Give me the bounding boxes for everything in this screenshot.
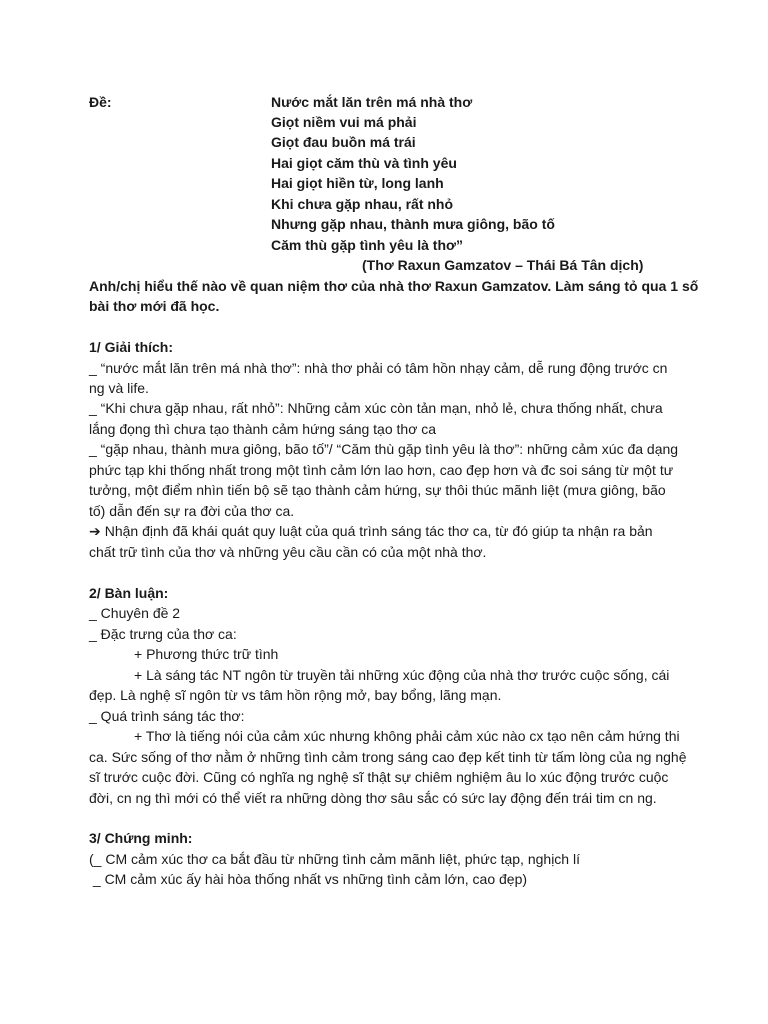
question-line: Anh/chị hiểu thế nào về quan niệm thơ của nhà thơ Raxun Gamzatov. Làm sáng tỏ qua 1 số [89, 278, 699, 294]
section-heading: 1/ Giải thích: [89, 339, 174, 355]
body-line: + Phương thức trữ tình [134, 646, 279, 662]
poem-line: Giọt đau buồn má trái [271, 134, 416, 150]
body-line: _ Đặc trưng của thơ ca: [89, 626, 237, 642]
body-line: tố) dẫn đến sự ra đời của thơ ca. [89, 503, 295, 519]
question-line: bài thơ mới đã học. [89, 298, 220, 314]
body-line: _ “nước mắt lăn trên má nhà thơ”: nhà thơ phải có tâm hồn nhạy cảm, dễ rung động trước cn [89, 360, 668, 376]
body-line: đẹp. Là nghệ sĩ ngôn từ vs tâm hồn rộng mở, bay bổng, lãng mạn. [89, 687, 502, 703]
prompt-label: Đề: [89, 94, 112, 110]
poem-line: Hai giọt căm thù và tình yêu [271, 155, 457, 171]
body-line: đời, cn ng thì mới có thể viết ra những dòng thơ sâu sắc có sức lay động đến trái tim cn ng. [89, 790, 657, 806]
conclusion-text: Nhận định đã khái quát quy luật của quá trình sáng tác thơ ca, từ đó giúp ta nhận ra bản [104, 523, 653, 539]
poem-line: Khi chưa gặp nhau, rất nhỏ [271, 196, 454, 212]
body-line: (_ CM cảm xúc thơ ca bắt đầu từ những tình cảm mãnh liệt, phức tạp, nghịch lí [89, 851, 580, 867]
body-line: _ Quá trình sáng tác thơ: [89, 708, 245, 724]
conclusion-line [89, 521, 653, 541]
body-line: _ “Khi chưa gặp nhau, rất nhỏ”: Những cảm xúc còn tản mạn, nhỏ lẻ, chưa thống nhất, chưa [89, 400, 663, 416]
body-line: chất trữ tình của thơ và những yêu cầu cần có của một nhà thơ. [89, 544, 487, 560]
poem-line: Giọt niềm vui má phải [271, 114, 417, 130]
body-line: ca. Sức sống of thơ nằm ở những tình cảm trong sáng cao đẹp kết tinh từ tấm lòng của ng nghệ [89, 749, 687, 765]
body-line: sĩ trước cuộc đời. Cũng có nghĩa ng nghệ sĩ thật sự chiêm nghiệm âu lo xúc động trước cuộc [89, 769, 669, 785]
body-line: + Là sáng tác NT ngôn từ truyền tải những xúc động của nhà thơ trước cuộc sống, cái [134, 667, 670, 683]
poem-attribution: (Thơ Raxun Gamzatov – Thái Bá Tân dịch) [362, 257, 644, 273]
body-line: _ Chuyên đề 2 [89, 605, 181, 621]
section-heading: 2/ Bàn luận: [89, 585, 169, 601]
poem-line: Hai giọt hiền từ, long lanh [271, 175, 444, 191]
body-line: lắng đọng thì chưa tạo thành cảm hứng sáng tạo thơ ca [89, 421, 437, 437]
section-heading: 3/ Chứng minh: [89, 830, 193, 846]
poem-line: Nước mắt lăn trên má nhà thơ [271, 94, 473, 110]
body-line: + Thơ là tiếng nói của cảm xúc nhưng không phải cảm xúc nào cx tạo nên cảm hứng thi [134, 728, 680, 744]
arrow-right-icon: ➔ [89, 523, 101, 539]
body-line: ng và life. [89, 380, 149, 396]
body-line: _ “gặp nhau, thành mưa giông, bão tố”/ “Căm thù gặp tình yêu là thơ”: những cảm xúc đa dạng [89, 441, 679, 457]
poem-line: Nhưng gặp nhau, thành mưa giông, bão tố [271, 216, 555, 232]
poem-line: Căm thù gặp tình yêu là thơ” [271, 237, 463, 253]
body-line: tưởng, một điểm nhìn tiến bộ sẽ tạo thành cảm hứng, sự thôi thúc mãnh liệt (mưa giông, bão [89, 482, 666, 498]
body-line: _ CM cảm xúc ấy hài hòa thống nhất vs những tình cảm lớn, cao đẹp) [89, 871, 528, 887]
body-line: phức tạp khi thống nhất trong một tình cảm lớn lao hơn, cao đẹp hơn và đc soi sáng từ một tư [89, 462, 674, 478]
